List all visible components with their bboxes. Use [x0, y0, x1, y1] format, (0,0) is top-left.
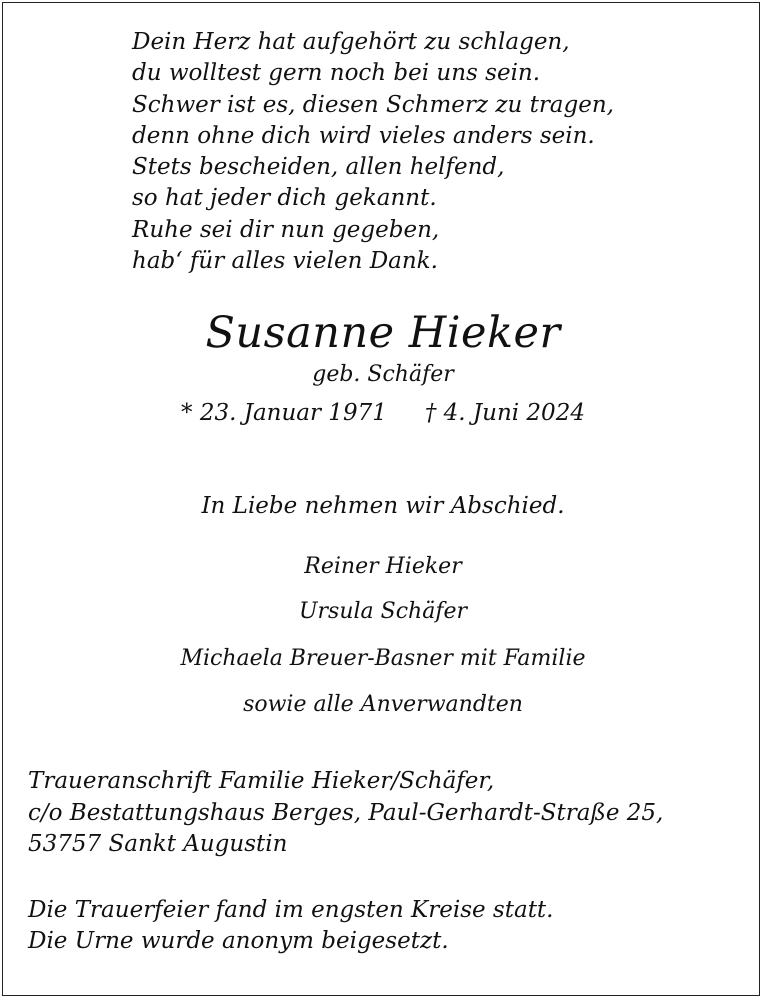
poem	[132, 27, 614, 277]
poem-line: Schwer ist es, diesen Schmerz zu tragen,	[132, 91, 614, 118]
note-line: Die Urne wurde anonym beigesetzt.	[28, 928, 449, 954]
mourner: Michaela Breuer-Basner mit Familie	[180, 646, 586, 671]
poem-line: hab‘ für alles vielen Dank.	[132, 248, 438, 275]
mourner: Ursula Schäfer	[298, 599, 468, 624]
death-date: † 4. Juni 2024	[424, 400, 585, 426]
poem-line: Stets bescheiden, allen helfend,	[132, 154, 505, 181]
address-line: Traueranschrift Familie Hieker/Schäfer,	[28, 768, 495, 794]
mourner: sowie alle Anverwandten	[243, 692, 523, 717]
address-line: 53757 Sankt Augustin	[28, 831, 288, 857]
deceased-name: Susanne Hieker	[205, 308, 561, 358]
poem-line: du wolltest gern noch bei uns sein.	[132, 60, 541, 87]
mourner: Reiner Hieker	[304, 554, 462, 579]
poem-line: Ruhe sei dir nun gegeben,	[132, 216, 440, 243]
address-line: c/o Bestattungshaus Berges, Paul-Gerhardt-Straße 25,	[28, 799, 664, 826]
life-dates	[0, 397, 766, 429]
poem-line: so hat jeder dich gekannt.	[132, 185, 437, 212]
note-line: Die Trauerfeier fand im engsten Kreise statt.	[28, 897, 554, 923]
birth-name: geb. Schäfer	[312, 362, 454, 387]
birth-date: * 23. Januar 1971	[181, 400, 387, 426]
farewell-text: In Liebe nehmen wir Abschied.	[201, 493, 565, 519]
poem-line: Dein Herz hat aufgehört zu schlagen,	[132, 29, 570, 55]
poem-line: denn ohne dich wird vieles anders sein.	[132, 122, 595, 149]
mourning-address	[28, 766, 663, 861]
ceremony-notes	[28, 895, 554, 957]
